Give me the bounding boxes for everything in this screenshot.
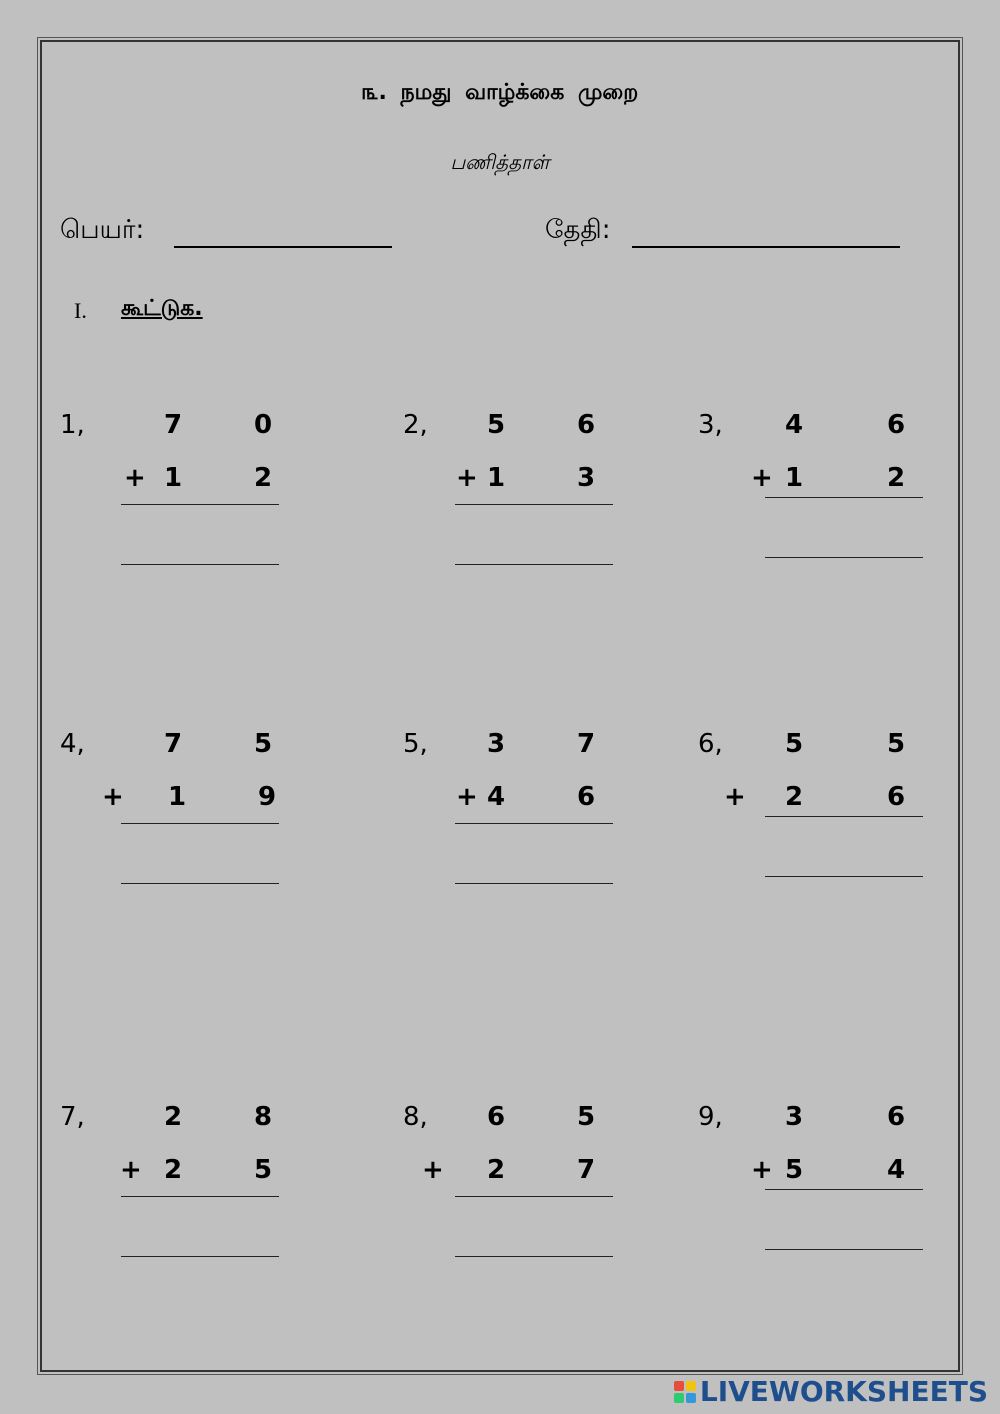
section-number: I.	[74, 298, 87, 323]
plus-sign: +	[120, 1155, 142, 1185]
addend-1-ones: 8	[253, 1102, 273, 1132]
sum-line	[121, 823, 279, 824]
answer-field[interactable]	[121, 1256, 279, 1257]
addend-1-tens: 4	[784, 410, 804, 440]
problem-number: 8,	[403, 1102, 428, 1132]
worksheet-title: ௩. நமது வாழ்க்கை முறை	[361, 80, 639, 105]
answer-field[interactable]	[121, 883, 279, 884]
plus-sign: +	[456, 782, 478, 812]
addend-1-tens: 5	[784, 729, 804, 759]
addend-1-ones: 6	[886, 1102, 906, 1132]
plus-sign: +	[751, 1155, 773, 1185]
date-label: தேதி:	[545, 215, 611, 245]
problem-number: 1,	[60, 410, 85, 440]
addend-1-ones: 5	[576, 1102, 596, 1132]
problem-number: 4,	[60, 729, 85, 759]
watermark-text: LIVEWORKSHEETS	[699, 1375, 988, 1408]
addend-1-tens: 3	[486, 729, 506, 759]
plus-sign: +	[124, 463, 146, 493]
addend-2-ones: 2	[886, 463, 906, 493]
addend-1-ones: 5	[253, 729, 273, 759]
addend-2-ones: 6	[886, 782, 906, 812]
addend-2-tens: 1	[163, 463, 183, 493]
addend-2-tens: 2	[784, 782, 804, 812]
answer-field[interactable]	[455, 564, 613, 565]
addend-1-tens: 7	[163, 729, 183, 759]
addend-2-ones: 6	[576, 782, 596, 812]
sum-line	[121, 504, 279, 505]
sum-line	[765, 1189, 923, 1190]
answer-field[interactable]	[121, 564, 279, 565]
addend-1-ones: 0	[253, 410, 273, 440]
problem-number: 9,	[698, 1102, 723, 1132]
answer-field[interactable]	[765, 876, 923, 877]
addend-2-tens: 1	[486, 463, 506, 493]
sum-line	[765, 497, 923, 498]
sum-line	[455, 823, 613, 824]
addend-1-tens: 6	[486, 1102, 506, 1132]
addend-2-ones: 2	[253, 463, 273, 493]
liveworksheets-logo-icon	[674, 1381, 696, 1403]
problem-number: 5,	[403, 729, 428, 759]
name-field[interactable]	[174, 246, 392, 248]
addend-1-ones: 5	[886, 729, 906, 759]
addend-2-ones: 3	[576, 463, 596, 493]
plus-sign: +	[456, 463, 478, 493]
addend-2-tens: 4	[486, 782, 506, 812]
answer-field[interactable]	[765, 557, 923, 558]
liveworksheets-watermark	[674, 1375, 988, 1408]
worksheet-subtitle: பணித்தாள்	[450, 150, 550, 174]
problem-number: 2,	[403, 410, 428, 440]
addend-1-tens: 3	[784, 1102, 804, 1132]
problem-number: 7,	[60, 1102, 85, 1132]
addend-2-tens: 2	[486, 1155, 506, 1185]
plus-sign: +	[422, 1155, 444, 1185]
addend-2-tens: 1	[167, 782, 187, 812]
sum-line	[455, 1196, 613, 1197]
answer-field[interactable]	[455, 883, 613, 884]
addend-1-ones: 7	[576, 729, 596, 759]
date-field[interactable]	[632, 246, 900, 248]
addend-1-tens: 2	[163, 1102, 183, 1132]
addend-1-tens: 7	[163, 410, 183, 440]
addend-2-ones: 4	[886, 1155, 906, 1185]
addend-2-ones: 5	[253, 1155, 273, 1185]
addend-2-tens: 5	[784, 1155, 804, 1185]
addend-1-tens: 5	[486, 410, 506, 440]
problem-number: 3,	[698, 410, 723, 440]
answer-field[interactable]	[455, 1256, 613, 1257]
answer-field[interactable]	[765, 1249, 923, 1250]
addend-1-ones: 6	[886, 410, 906, 440]
plus-sign: +	[751, 463, 773, 493]
problem-number: 6,	[698, 729, 723, 759]
name-label: பெயர்:	[60, 215, 145, 245]
sum-line	[455, 504, 613, 505]
addend-1-ones: 6	[576, 410, 596, 440]
plus-sign: +	[102, 782, 124, 812]
addend-2-tens: 1	[784, 463, 804, 493]
plus-sign: +	[724, 782, 746, 812]
section-title: கூட்டுக.	[121, 296, 203, 321]
sum-line	[121, 1196, 279, 1197]
addend-2-ones: 7	[576, 1155, 596, 1185]
addend-2-ones: 9	[257, 782, 277, 812]
sum-line	[765, 816, 923, 817]
addend-2-tens: 2	[163, 1155, 183, 1185]
